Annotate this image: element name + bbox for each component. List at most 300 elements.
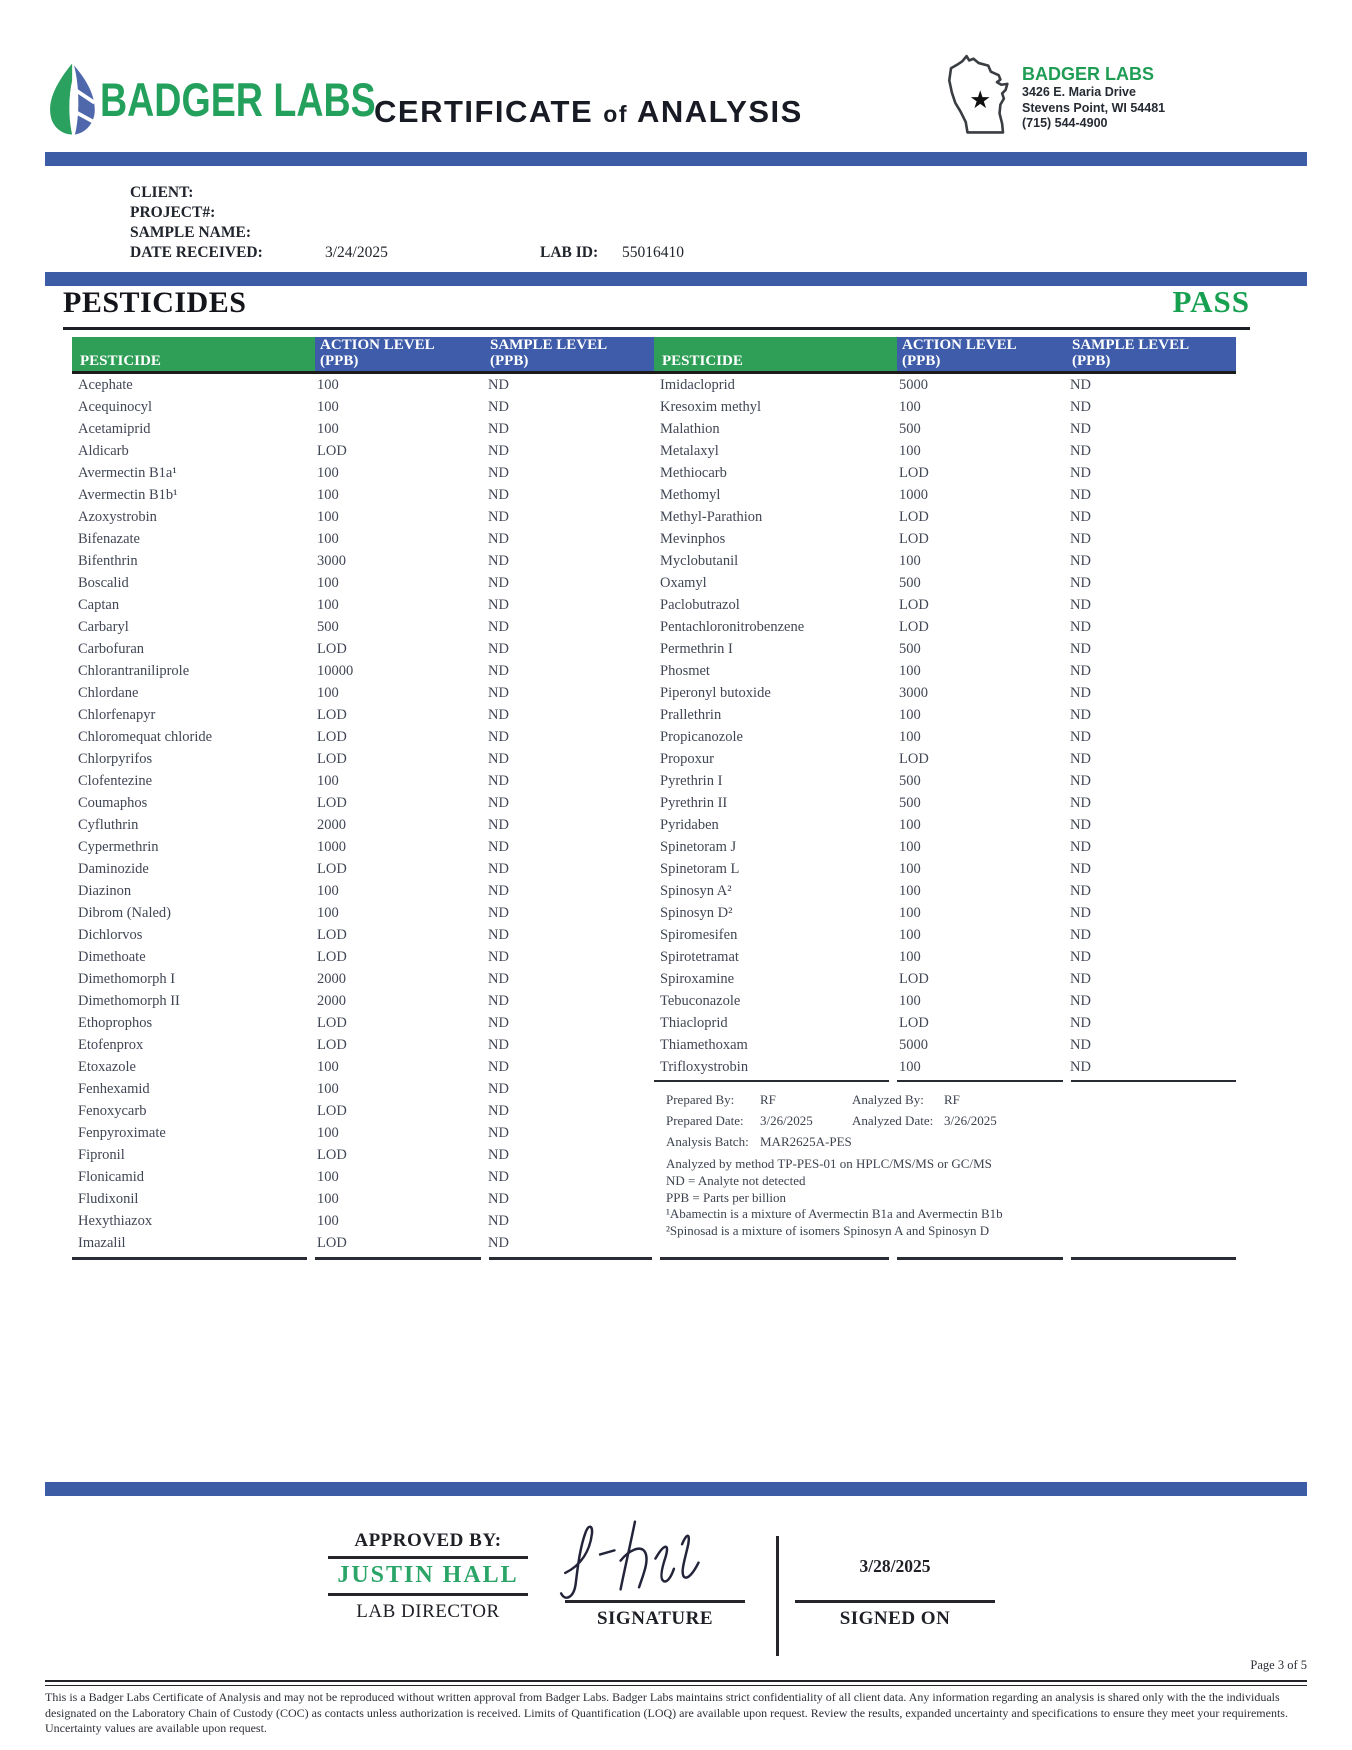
pesticide-name-cell: Spinetoram J xyxy=(660,839,737,855)
table-row xyxy=(72,528,654,550)
method-notes xyxy=(666,1156,1166,1240)
table-row xyxy=(654,990,1236,1012)
contact-address1: 3426 E. Maria Drive xyxy=(1022,85,1136,99)
sample-level-cell: ND xyxy=(1070,465,1091,481)
action-level-cell: 100 xyxy=(899,949,921,965)
prepared-date-value: 3/26/2025 xyxy=(760,1113,813,1128)
action-level-cell: LOD xyxy=(317,1103,347,1119)
pesticide-name-cell: Chlordane xyxy=(78,685,139,701)
pesticide-name-cell: Fenpyroximate xyxy=(78,1125,166,1141)
table-row xyxy=(72,814,654,836)
pesticide-name-cell: Bifenthrin xyxy=(78,553,138,569)
pesticide-name-cell: Methomyl xyxy=(660,487,721,503)
prepared-date-label: Prepared Date: xyxy=(666,1113,744,1128)
sample-level-cell: ND xyxy=(488,861,509,877)
table-row xyxy=(72,1232,654,1254)
footer-rule xyxy=(45,1680,1307,1686)
table-row xyxy=(72,1012,654,1034)
pesticide-name-cell: Methiocarb xyxy=(660,465,727,481)
analysis-batch-value: MAR2625A-PES xyxy=(760,1134,852,1149)
table-row xyxy=(654,506,1236,528)
sample-level-cell: ND xyxy=(488,905,509,921)
table-row xyxy=(72,374,654,396)
pesticide-name-cell: Dimethoate xyxy=(78,949,146,965)
table-row xyxy=(654,726,1236,748)
note-abamectin: ¹Abamectin is a mixture of Avermectin B1a and Avermectin B1b xyxy=(666,1206,1003,1222)
pesticide-name-cell: Spirotetramat xyxy=(660,949,739,965)
action-level-cell: 3000 xyxy=(317,553,346,569)
pesticide-name-cell: Chlorfenapyr xyxy=(78,707,156,723)
table-row xyxy=(654,374,1236,396)
pesticide-name-cell: Cypermethrin xyxy=(78,839,159,855)
pesticide-name-cell: Imazalil xyxy=(78,1235,126,1251)
pesticide-name-cell: Trifloxystrobin xyxy=(660,1059,749,1075)
divider-bar-section xyxy=(45,272,1307,286)
action-level-cell: 100 xyxy=(899,861,921,877)
sample-level-cell: ND xyxy=(488,399,509,415)
sample-level-cell: ND xyxy=(488,641,509,657)
pesticide-name-cell: Spinosyn D² xyxy=(660,905,733,921)
table-row xyxy=(72,1166,654,1188)
table-row xyxy=(654,902,1236,924)
lab-id-value: 55016410 xyxy=(622,244,684,261)
table-row xyxy=(72,858,654,880)
table-rule xyxy=(897,1080,1063,1082)
pesticide-name-cell: Spinosyn A² xyxy=(660,883,732,899)
action-level-cell: 100 xyxy=(899,729,921,745)
table-row xyxy=(654,594,1236,616)
sample-level-cell: ND xyxy=(1070,399,1091,415)
action-level-cell: 100 xyxy=(899,927,921,943)
action-level-cell: LOD xyxy=(317,795,347,811)
pesticide-name-cell: Dimethomorph I xyxy=(78,971,176,987)
pesticide-name-cell: Thiamethoxam xyxy=(660,1037,748,1053)
sample-level-cell: ND xyxy=(1070,421,1091,437)
table-bottom-rule xyxy=(315,1257,481,1260)
table-row xyxy=(72,440,654,462)
action-level-cell: LOD xyxy=(317,707,347,723)
action-level-column-header xyxy=(315,337,485,372)
pesticide-name-cell: Captan xyxy=(78,597,120,613)
action-level-cell: 100 xyxy=(317,1191,339,1207)
sample-level-cell: ND xyxy=(1070,619,1091,635)
pesticide-name-cell: Prallethrin xyxy=(660,707,722,723)
table-row xyxy=(654,528,1236,550)
note-spinosad: ²Spinosad is a mixture of isomers Spinosyn A and Spinosyn D xyxy=(666,1223,990,1239)
table-row xyxy=(654,660,1236,682)
approver-title: LAB DIRECTOR xyxy=(356,1601,500,1622)
pesticide-name-cell: Chlorpyrifos xyxy=(78,751,153,767)
sample-level-cell: ND xyxy=(488,927,509,943)
sample-level-cell: ND xyxy=(488,773,509,789)
action-level-cell: 100 xyxy=(317,575,339,591)
pesticide-name-cell: Fenoxycarb xyxy=(78,1103,147,1119)
pesticide-name-cell: Methyl-Parathion xyxy=(660,509,763,525)
sample-level-cell: ND xyxy=(488,509,509,525)
contact-address2: Stevens Point, WI 54481 xyxy=(1022,100,1166,115)
action-level-cell: 100 xyxy=(317,1081,339,1097)
sample-level-cell: ND xyxy=(1070,443,1091,459)
pesticide-name-cell: Avermectin B1b¹ xyxy=(78,487,178,503)
pesticide-name-cell: Fenhexamid xyxy=(78,1081,150,1097)
pesticide-name-cell: Dichlorvos xyxy=(78,927,143,943)
section-title: PESTICIDES xyxy=(63,286,247,319)
pesticide-name-cell: Malathion xyxy=(660,421,720,437)
table-row xyxy=(654,968,1236,990)
pesticide-name-cell: Spiromesifen xyxy=(660,927,738,943)
sample-level-cell: ND xyxy=(488,1191,509,1207)
pesticide-name-cell: Metalaxyl xyxy=(660,443,719,459)
approved-by-rule xyxy=(328,1556,528,1559)
action-level-cell: LOD xyxy=(317,641,347,657)
action-level-cell: 100 xyxy=(317,1059,339,1075)
action-level-cell: 100 xyxy=(317,509,339,525)
sample-level-cell: ND xyxy=(488,663,509,679)
action-level-cell: 100 xyxy=(317,399,339,415)
pesticide-name-cell: Etofenprox xyxy=(78,1037,144,1053)
prepared-by-label: Prepared By: xyxy=(666,1092,735,1107)
table-row xyxy=(654,924,1236,946)
action-level-cell: 100 xyxy=(317,465,339,481)
sample-level-cell: ND xyxy=(1070,707,1091,723)
action-level-cell: 100 xyxy=(317,883,339,899)
sample-level-cell: ND xyxy=(488,553,509,569)
sample-level-cell: ND xyxy=(1070,641,1091,657)
approved-by-label: APPROVED BY: xyxy=(354,1530,502,1551)
table-row xyxy=(72,572,654,594)
sample-level-cell: ND xyxy=(488,839,509,855)
action-level-cell: LOD xyxy=(899,619,929,635)
table-row xyxy=(654,880,1236,902)
table-bottom-rule xyxy=(1071,1257,1236,1260)
table-header-left xyxy=(72,337,654,371)
wisconsin-state-icon xyxy=(938,52,1016,140)
pesticide-name-cell: Fipronil xyxy=(78,1147,125,1163)
analyzed-by-value: RF xyxy=(944,1092,960,1107)
pesticide-name-cell: Pyrethrin I xyxy=(660,773,723,789)
sample-level-column-header xyxy=(485,337,654,372)
table-row xyxy=(72,1056,654,1078)
sample-level-cell: ND xyxy=(488,751,509,767)
action-level-cell: LOD xyxy=(317,1235,347,1251)
table-row xyxy=(72,1078,654,1100)
action-level-cell: 100 xyxy=(317,1125,339,1141)
sample-level-cell: ND xyxy=(488,729,509,745)
pesticide-name-cell: Acetamiprid xyxy=(78,421,151,437)
action-level-cell: 100 xyxy=(317,905,339,921)
action-level-cell: 1000 xyxy=(899,487,928,503)
signed-date: 3/28/2025 xyxy=(859,1556,931,1576)
table-row xyxy=(654,792,1236,814)
sample-level-cell: ND xyxy=(488,817,509,833)
action-level-cell: LOD xyxy=(899,509,929,525)
signed-on-rule xyxy=(795,1600,995,1603)
action-level-cell: 100 xyxy=(899,905,921,921)
table-row xyxy=(72,616,654,638)
pesticide-name-cell: Acephate xyxy=(78,377,133,393)
action-level-cell: LOD xyxy=(899,531,929,547)
table-bottom-rule xyxy=(72,1257,307,1260)
action-level-cell: LOD xyxy=(317,443,347,459)
sample-level-cell: ND xyxy=(488,1015,509,1031)
sample-level-cell: ND xyxy=(1070,883,1091,899)
sample-name-label: SAMPLE NAME: xyxy=(130,224,251,241)
signed-on-label: SIGNED ON xyxy=(839,1608,951,1629)
sample-level-cell: ND xyxy=(1070,663,1091,679)
pesticide-name-cell: Etoxazole xyxy=(78,1059,136,1075)
table-row xyxy=(654,572,1236,594)
title-part1: CERTIFICATE xyxy=(374,94,594,129)
action-level-cell: 100 xyxy=(317,421,339,437)
disclaimer-text: This is a Badger Labs Certificate of Analysis and may not be reproduced without written approval from Badger Labs. Badger Labs maintains strict confidentiality of all client data. Any information regarding an analysis is shared only with the the individuals designated on the Laboratory Chain of Custody (COC) as contacts unless authorization is received. Limits of Quantification (LOQ) are available upon request. Review the results, expanded uncertainty and specifications to ensure they meet your requirements. Uncertainty values are available upon request. xyxy=(45,1690,1288,1735)
date-received-label: DATE RECEIVED: xyxy=(130,244,263,261)
analyzed-date-label: Analyzed Date: xyxy=(852,1113,934,1128)
table-row xyxy=(654,396,1236,418)
sample-level-cell: ND xyxy=(488,1037,509,1053)
leaf-logo-icon xyxy=(46,60,102,138)
action-level-cell: 100 xyxy=(317,597,339,613)
table-row xyxy=(72,726,654,748)
table-bottom-rule xyxy=(660,1257,889,1260)
action-level-cell: LOD xyxy=(317,729,347,745)
table-rule xyxy=(1071,1080,1236,1082)
table-row xyxy=(72,682,654,704)
action-level-cell: 100 xyxy=(899,993,921,1009)
pesticide-name-cell: Carbaryl xyxy=(78,619,129,635)
pesticide-name-cell: Chlorantraniliprole xyxy=(78,663,190,679)
action-level-cell: 500 xyxy=(899,773,921,789)
table-row xyxy=(72,1210,654,1232)
pesticide-name-cell: Mevinphos xyxy=(660,531,726,547)
sample-level-cell: ND xyxy=(488,1147,509,1163)
action-level-cell: LOD xyxy=(317,861,347,877)
contact-name: BADGER LABS xyxy=(1022,64,1155,84)
pesticide-name-cell: Dimethomorph II xyxy=(78,993,180,1009)
pesticide-name-cell: Imidacloprid xyxy=(660,377,735,393)
pesticide-name-cell: Avermectin B1a¹ xyxy=(78,465,177,481)
pesticide-header-label: PESTICIDE xyxy=(80,353,161,369)
pesticide-name-cell: Pyridaben xyxy=(660,817,719,833)
pesticide-name-cell: Azoxystrobin xyxy=(78,509,157,525)
table-row xyxy=(72,770,654,792)
table-row xyxy=(654,484,1236,506)
brand-name: BADGER LABS xyxy=(100,73,376,126)
action-level-cell: LOD xyxy=(317,751,347,767)
pesticide-column-header xyxy=(654,337,897,372)
sample-level-cell: ND xyxy=(1070,949,1091,965)
sample-level-cell: ND xyxy=(1070,1037,1091,1053)
sample-unit-label: (PPB) xyxy=(1072,353,1111,369)
table-row xyxy=(72,836,654,858)
pesticide-name-cell: Clofentezine xyxy=(78,773,153,789)
pesticide-name-cell: Thiacloprid xyxy=(660,1015,728,1031)
sample-header-label: SAMPLE LEVEL xyxy=(490,337,608,353)
sample-level-cell: ND xyxy=(488,1235,509,1251)
pesticide-header-label: PESTICIDE xyxy=(662,353,743,369)
table-row xyxy=(72,396,654,418)
table-row xyxy=(72,968,654,990)
pesticide-name-cell: Oxamyl xyxy=(660,575,707,591)
table-row xyxy=(72,902,654,924)
sample-level-cell: ND xyxy=(488,1103,509,1119)
pesticide-name-cell: Carbofuran xyxy=(78,641,145,657)
action-level-cell: LOD xyxy=(899,751,929,767)
pesticide-name-cell: Permethrin I xyxy=(660,641,733,657)
table-row xyxy=(72,748,654,770)
action-unit-label: (PPB) xyxy=(902,353,941,369)
action-level-cell: 3000 xyxy=(899,685,928,701)
sample-level-cell: ND xyxy=(488,1169,509,1185)
table-rule xyxy=(654,1080,889,1082)
pesticide-name-cell: Boscalid xyxy=(78,575,129,591)
title-of: of xyxy=(603,101,628,127)
table-row xyxy=(654,814,1236,836)
sample-level-cell: ND xyxy=(1070,795,1091,811)
approver-name: JUSTIN HALL xyxy=(337,1562,519,1588)
sample-level-cell: ND xyxy=(488,685,509,701)
sample-level-cell: ND xyxy=(488,465,509,481)
action-level-cell: LOD xyxy=(899,1015,929,1031)
sample-level-cell: ND xyxy=(488,531,509,547)
action-level-cell: 100 xyxy=(899,399,921,415)
action-level-cell: 100 xyxy=(317,1169,339,1185)
lab-contact-block xyxy=(1022,64,1165,132)
action-level-cell: 100 xyxy=(317,773,339,789)
action-level-cell: LOD xyxy=(317,1037,347,1053)
sample-level-cell: ND xyxy=(1070,597,1091,613)
table-row xyxy=(72,660,654,682)
table-row xyxy=(72,704,654,726)
sample-level-cell: ND xyxy=(1070,553,1091,569)
sample-level-cell: ND xyxy=(1070,861,1091,877)
action-level-cell: 2000 xyxy=(317,993,346,1009)
sample-level-cell: ND xyxy=(488,597,509,613)
table-row xyxy=(654,770,1236,792)
table-row xyxy=(654,858,1236,880)
table-row xyxy=(72,924,654,946)
action-level-cell: 500 xyxy=(317,619,339,635)
status-badge: PASS xyxy=(1172,284,1250,319)
sample-level-cell: ND xyxy=(1070,751,1091,767)
note-method: Analyzed by method TP-PES-01 on HPLC/MS/MS or GC/MS xyxy=(666,1156,992,1171)
pesticide-table-right xyxy=(654,374,1236,1078)
sample-level-cell: ND xyxy=(488,1125,509,1141)
sample-level-cell: ND xyxy=(1070,839,1091,855)
page-title xyxy=(374,94,803,130)
action-level-cell: LOD xyxy=(899,465,929,481)
sample-level-cell: ND xyxy=(1070,575,1091,591)
action-level-cell: LOD xyxy=(317,1147,347,1163)
action-level-cell: 5000 xyxy=(899,377,928,393)
pesticide-name-cell: Acequinocyl xyxy=(78,399,153,415)
table-row xyxy=(72,946,654,968)
sample-level-cell: ND xyxy=(488,377,509,393)
table-row xyxy=(72,1144,654,1166)
approver-rule xyxy=(328,1593,528,1596)
action-level-cell: 100 xyxy=(899,1059,921,1075)
title-part2: ANALYSIS xyxy=(636,94,803,129)
pesticide-name-cell: Spiroxamine xyxy=(660,971,735,987)
action-level-cell: LOD xyxy=(899,971,929,987)
action-header-label: ACTION LEVEL xyxy=(320,337,435,353)
sample-level-cell: ND xyxy=(488,443,509,459)
pesticide-name-cell: Daminozide xyxy=(78,861,149,877)
pesticide-name-cell: Chloromequat chloride xyxy=(78,729,213,745)
table-row xyxy=(654,418,1236,440)
sample-level-cell: ND xyxy=(1070,487,1091,503)
sample-level-cell: ND xyxy=(488,949,509,965)
table-row xyxy=(654,638,1236,660)
table-row xyxy=(654,616,1236,638)
note-ppb: PPB = Parts per billion xyxy=(666,1189,787,1205)
action-level-cell: LOD xyxy=(317,1015,347,1031)
sample-level-cell: ND xyxy=(1070,729,1091,745)
pesticide-name-cell: Cyfluthrin xyxy=(78,817,139,833)
table-row xyxy=(72,638,654,660)
divider-bar-bottom xyxy=(45,1482,1307,1496)
pesticide-column-header xyxy=(72,337,315,372)
pesticide-name-cell: Piperonyl butoxide xyxy=(660,685,771,701)
section-rule xyxy=(63,327,1250,330)
client-label: CLIENT: xyxy=(130,184,194,201)
pesticide-name-cell: Kresoxim methyl xyxy=(660,399,762,415)
pesticide-name-cell: Bifenazate xyxy=(78,531,140,547)
sample-level-cell: ND xyxy=(488,707,509,723)
sample-level-cell: ND xyxy=(488,971,509,987)
action-level-cell: 100 xyxy=(317,487,339,503)
table-row xyxy=(72,462,654,484)
sample-level-cell: ND xyxy=(1070,971,1091,987)
action-level-cell: 100 xyxy=(317,531,339,547)
sample-level-cell: ND xyxy=(1070,685,1091,701)
table-row xyxy=(72,1122,654,1144)
action-level-cell: 100 xyxy=(899,553,921,569)
action-level-cell: LOD xyxy=(317,949,347,965)
table-bottom-rule xyxy=(897,1257,1063,1260)
page-number: Page 3 of 5 xyxy=(1250,1658,1307,1672)
table-row xyxy=(72,990,654,1012)
sample-level-cell: ND xyxy=(488,1213,509,1229)
pesticide-name-cell: Dibrom (Naled) xyxy=(78,905,172,921)
contact-phone: (715) 544-4900 xyxy=(1022,116,1108,130)
action-level-cell: 100 xyxy=(899,883,921,899)
action-level-cell: 2000 xyxy=(317,817,346,833)
action-level-cell: 100 xyxy=(317,685,339,701)
pesticide-name-cell: Flonicamid xyxy=(78,1169,145,1185)
sample-level-cell: ND xyxy=(488,993,509,1009)
sample-level-cell: ND xyxy=(488,487,509,503)
table-row xyxy=(72,1100,654,1122)
sample-level-cell: ND xyxy=(1070,773,1091,789)
table-header-right xyxy=(654,337,1236,371)
pesticide-name-cell: Phosmet xyxy=(660,663,710,679)
date-received-value: 3/24/2025 xyxy=(325,244,388,261)
action-level-cell: 100 xyxy=(317,1213,339,1229)
sample-level-cell: ND xyxy=(1070,905,1091,921)
signature-divider xyxy=(776,1536,779,1656)
action-level-cell: LOD xyxy=(317,927,347,943)
sample-level-cell: ND xyxy=(488,795,509,811)
analyzed-by-label: Analyzed By: xyxy=(852,1092,924,1107)
table-row xyxy=(654,1012,1236,1034)
signature-label: SIGNATURE xyxy=(596,1608,714,1629)
action-level-cell: 100 xyxy=(899,443,921,459)
action-level-cell: 5000 xyxy=(899,1037,928,1053)
lab-id-label: LAB ID: xyxy=(540,244,599,261)
action-level-cell: 100 xyxy=(899,839,921,855)
prepared-by-value: RF xyxy=(760,1092,776,1107)
signature-icon xyxy=(555,1508,760,1603)
